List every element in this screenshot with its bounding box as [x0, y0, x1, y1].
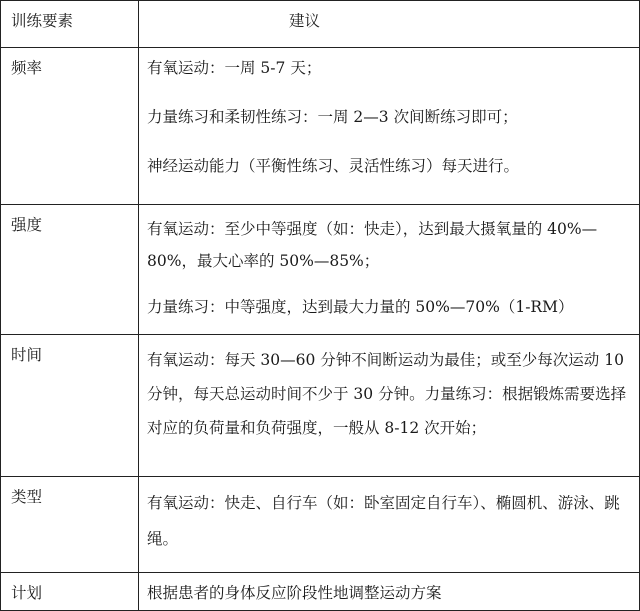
row-content-time — [139, 335, 640, 477]
paragraph: 力量练习和柔韧性练习：一周 2—3 次间断练习即可； — [147, 108, 518, 126]
row-content-type — [139, 477, 640, 573]
row-content-frequency — [139, 48, 640, 205]
table-row-frequency — [1, 48, 640, 205]
paragraph: 神经运动能力（平衡性练习、灵活性练习）每天进行。 — [147, 157, 520, 175]
row-label-plan: 计划 — [1, 573, 139, 611]
header-row — [1, 1, 640, 48]
paragraph: 有氧运动：一周 5-7 天； — [147, 59, 322, 77]
table-row-type — [1, 477, 640, 573]
row-label-intensity: 强度 — [1, 205, 139, 335]
paragraph: 有氧运动：每天 30—60 分钟不间断运动为最佳；或至少每次运动 10 分钟，每天总运动时间不少于 30 分钟。力量练习：根据锻炼需要选择对应的负荷量和负荷强度，一般从 8-12 次开始； — [147, 351, 627, 437]
row-content-intensity — [139, 205, 640, 335]
paragraph: 根据患者的身体反应阶段性地调整运动方案 — [147, 584, 442, 602]
header-training-element: 训练要素 — [1, 1, 139, 48]
table-row-time — [1, 335, 640, 477]
paragraph: 有氧运动：至少中等强度（如：快走），达到最大摄氧量的 40%—80%，最大心率的 50%—85%； — [147, 220, 598, 270]
row-label-frequency: 频率 — [1, 48, 139, 205]
paragraph: 有氧运动：快走、自行车（如：卧室固定自行车）、椭圆机、游泳、跳绳。 — [147, 494, 620, 548]
header-recommendation: 建议 — [139, 1, 640, 48]
paragraph: 力量练习：中等强度，达到最大力量的 50%—70%（1-RM） — [147, 298, 574, 316]
row-content-plan — [139, 573, 640, 611]
row-label-time: 时间 — [1, 335, 139, 477]
row-label-type: 类型 — [1, 477, 139, 573]
table-row-plan — [1, 573, 640, 611]
table-row-intensity — [1, 205, 640, 335]
